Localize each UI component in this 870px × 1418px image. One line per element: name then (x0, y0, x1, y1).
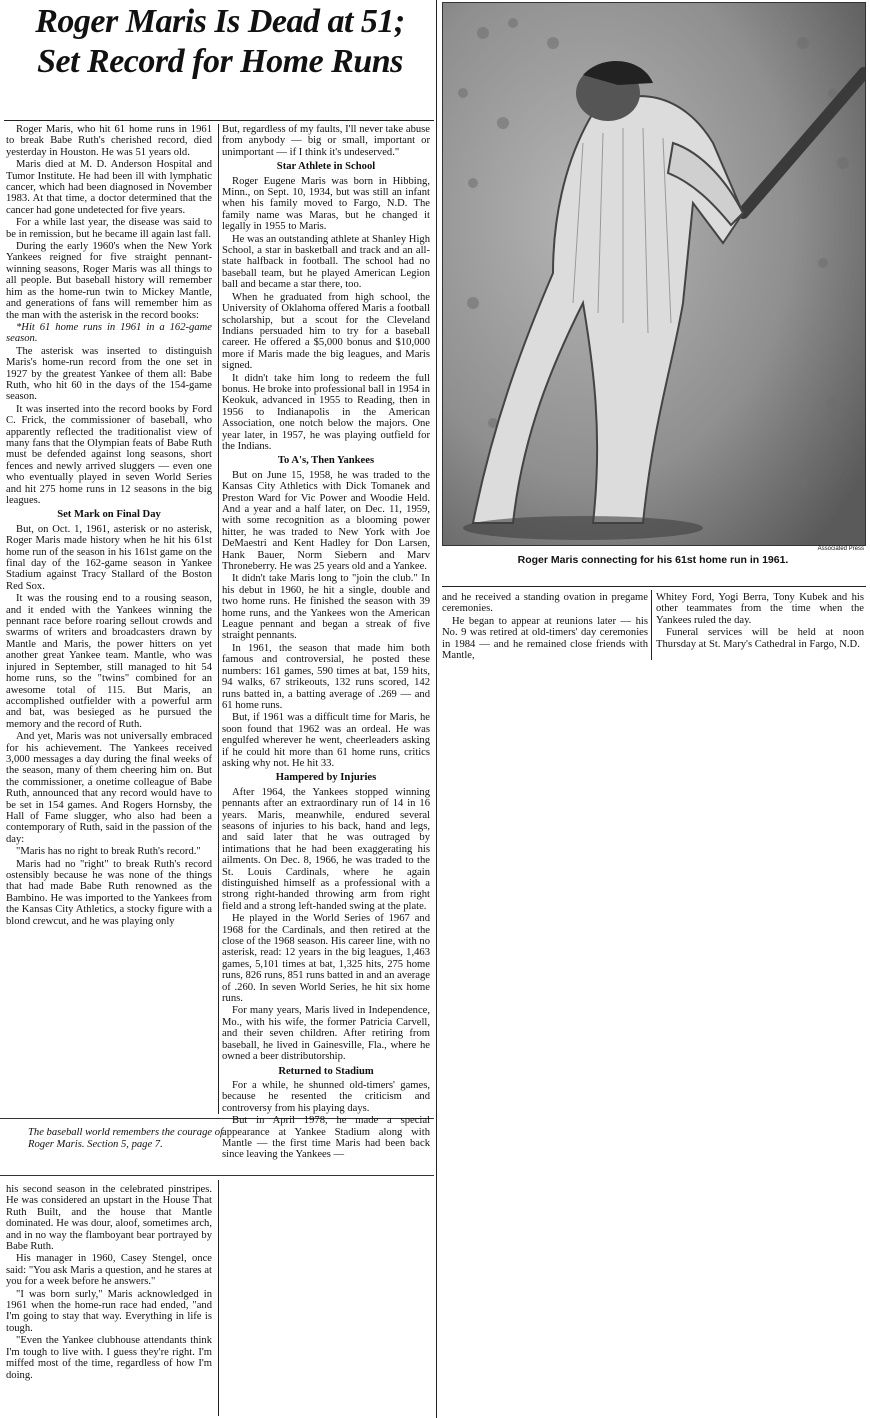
subhead: Returned to Stadium (278, 1065, 374, 1077)
paragraph: When he graduated from high school, the University of Oklahoma offered Maris a football scholarship, but a scout for the Cleveland Indians persuaded him to try for a baseball career. He offered a $5,000 bonus and $10,000 more if Maris made the big leagues, and Maris signed. (222, 291, 430, 372)
column-divider (436, 0, 437, 1418)
paragraph: For a while last year, the disease was said to be in remission, but he became ill again last fall. (6, 217, 212, 240)
paragraph: *Hit 61 home runs in 1961 in a 162-game season. (6, 321, 212, 345)
paragraph: But, if 1961 was a difficult time for Maris, he soon found that 1962 was an ordeal. He was engulfed wherever he went, cheerleaders asking if he could hit more than 61 home runs, critics asking why not. He hit 33. (222, 712, 430, 769)
paragraph: It didn't take Maris long to "join the club." In his debut in 1960, he hit a single, double and two home runs. He finished the season with 39 home runs, and the Yankees won the American League pennant and began a streak of five straight pennants. (222, 573, 430, 642)
article-column-2 (222, 124, 430, 1416)
paragraph: For many years, Maris lived in Independence, Mo., with his wife, the former Patricia Carvell, and their seven children. After retiring from baseball, he lived in Gainesville, Fla., where he owned a beer distributorship. (222, 1005, 430, 1063)
photo-credit: Associated Press (817, 546, 864, 552)
paragraph: It was inserted into the record books by Ford C. Frick, the commissioner of baseball, who apparently reflected the traditionalist view of many fans that the Olympian feats of Babe Ruth must be defended against long seasons, short fences and newly arrived sluggers — even one who eventually played in seven World Series and hit 275 home runs in 12 seasons in the big leagues. (6, 403, 212, 506)
paragraph: "Even the Yankee clubhouse attendants think I'm tough to live with. I guess they're right. I'm miffed most of the time, regardless of how I'm doing. (6, 1335, 212, 1381)
paragraph: Roger Eugene Maris was born in Hibbing, Minn., on Sept. 10, 1934, but was still an infant when his family moved to Fargo, N.D. The family name was Maras, but he changed it legally in 1955 to Maris. (222, 175, 430, 233)
column-divider (651, 590, 652, 660)
headline-rule (4, 120, 434, 121)
paragraph: But, regardless of my faults, I'll never take abuse from anybody — big or small, important or unimportant — if I think it's undeserved." (222, 124, 430, 158)
subhead: To A's, Then Yankees (277, 455, 375, 467)
headline-line-1: Roger Maris Is Dead at 51; (35, 3, 405, 40)
paragraph: He was an outstanding athlete at Shanley High School, a star in basketball and track and an all-state halfback in football. The school had no baseball team, but he played American Legion ball and became a star there, too. (222, 233, 430, 291)
caption-rule (442, 586, 866, 587)
photo-caption: Roger Maris connecting for his 61st home run in 1961. (517, 554, 789, 566)
paragraph: He played in the World Series of 1967 and 1968 for the Cardinals, and then retired at the close of the 1968 season. His career line, with no asterisk, read: 12 years in the big leagues, 1,463 games, 5,101 times at bat, 1,325 hits, 275 home runs, 826 runs, 851 runs batted in and an average of .260. In seven World Series, he hit six home runs. (222, 913, 430, 1005)
column-divider (218, 124, 219, 1114)
paragraph: his second season in the celebrated pinstripes. He was considered an upstart in the House That Ruth Built, and the house that Mantle dominated. He was dour, aloof, sometimes arch, and in no way the flamboyant bear portrayed by Babe Ruth. (6, 1184, 212, 1253)
baseball-player-photo (442, 2, 866, 546)
paragraph: He began to appear at reunions later — his No. 9 was retired at old-timers' day ceremonies in 1984 — and he remained close friends with Mantle, (442, 615, 648, 662)
paragraph: But, on Oct. 1, 1961, asterisk or no asterisk, Roger Maris made history when he hit his 61st home run of the season in his 161st game on the final day of the 162-game season in Yankee Stadium against Tracy Stallard of the Boston Red Sox. (6, 523, 212, 592)
paragraph: And yet, Maris was not universally embraced for his achievement. The Yankees received 3,000 messages a day during the final weeks of the season, many of them cheering him on. But the commissioner, a onetime colleague of Babe Ruth, announced that any record would have to be set in 154 games. And Rogers Hornsby, the Hall of Fame slugger, who also had been a contemporary of Ruth, said in the passion of the day: (6, 731, 212, 845)
article-column-3 (442, 592, 648, 672)
paragraph: For a while, he shunned old-timers' games, because he resented the criticism and controversy from his playing days. (222, 1079, 430, 1114)
paragraph: "I was born surly," Maris acknowledged in 1961 when the home-run race had ended, "and I'm going to stay that way. Everything in life is tough. (6, 1288, 212, 1334)
headline-line-2: Set Record for Home Runs (37, 43, 403, 80)
headline (6, 2, 434, 82)
paragraph: Maris died at M. D. Anderson Hospital and Tumor Institute. He had been ill with lymphatic cancer, which had been diagnosed in November 1983. At that time, a doctor determined that the cancer had gone undetected for five years. (6, 159, 212, 216)
paragraph: His manager in 1960, Casey Stengel, once said: "You ask Maris a question, and he stares at you for a week before he answers." (6, 1253, 212, 1288)
paragraph: After 1964, the Yankees stopped winning pennants after an extraordinary run of 14 in 16 years. Maris, meanwhile, endured several seasons of injuries to his back, hand and legs, and said later that he was outraged by intimations that he had been exaggerating his ailments. On Dec. 8, 1966, he was traded to the St. Louis Cardinals, where he again distinguished himself as a professional with a strong right-handed throwing arm from right field and a strong left-handed swing at the plate. (222, 786, 430, 912)
column-divider (218, 1180, 219, 1416)
paragraph: During the early 1960's when the New York Yankees reigned for five straight pennant-winning seasons, Roger Maris was all things to all people. But baseball history will remember him as the home-run twin to Mickey Mantle, and generations of fans will remember him as the man with the asterisk in the record books: (6, 241, 212, 321)
paragraph: But in April 1978, he made a special appearance at Yankee Stadium along with Mantle — the first time Maris had been back since leaving the Yankees — (222, 1115, 430, 1161)
subhead: Set Mark on Final Day (57, 509, 161, 521)
paragraph: But on June 15, 1958, he was traded to the Kansas City Athletics with Dick Tomanek and Preston Ward for Vic Power and Woodie Held. And a year and a half later, on Dec. 11, 1959, with some recognition as a blooming power hitter, he was traded to New York with Joe DeMaestri and Kent Hadley for Don Larsen, Hank Bauer, Norm Siebern and Marv Throneberry. He was 25 years old and a Yankee. (222, 469, 430, 573)
article-column-1 (6, 124, 212, 1114)
article-column-1-continued (6, 1184, 212, 1416)
paragraph: Roger Maris, who hit 61 home runs in 1961 to break Babe Ruth's cherished record, died yesterday in Houston. He was 51 years old. (6, 124, 212, 158)
paragraph: It was the rousing end to a rousing season, and it ended with the Yankees winning the pennant race before roaring sellout crowds and swarms of writers and broadcasters drawn by Mantle and Maris, the power hitters on yet another great Yankee team. Mantle, who was injured in September, still managed to hit 54 home runs, so the "twins" combined for an awesome total of 115. But Maris, an accomplished outfielder with a powerful arm and bat, was besieged as he pursued the memory and the record of Ruth. (6, 593, 212, 730)
paragraph: "Maris has no right to break Ruth's record." (16, 846, 201, 858)
paragraph: Whitey Ford, Yogi Berra, Tony Kubek and his other teammates from the time when the Yankees ruled the day. (656, 592, 864, 626)
paragraph: and he received a standing ovation in pregame ceremonies. (442, 592, 648, 615)
paragraph: Maris had no "right" to break Ruth's record ostensibly because he was none of the things that had made Babe Ruth renowned as the Bambino. He was imported to the Yankees from the Kansas City Athletics, a stocky figure with a blond crewcut, and he was playing only (6, 858, 212, 927)
subhead: Star Athlete in School (276, 161, 376, 173)
article-column-4 (656, 592, 864, 672)
paragraph: Funeral services will be held at noon Thursday at St. Mary's Cathedral in Fargo, N.D. (656, 627, 864, 650)
subhead: Hampered by Injuries (275, 772, 377, 784)
paragraph: The asterisk was inserted to distinguish Maris's home-run record from the one set in 1927 by the greatest Yankee of them all: Babe Ruth, who hit 60 in the days of the 154-game season. (6, 345, 212, 403)
paragraph: It didn't take him long to redeem the full bonus. He broke into professional ball in 1954 in Keokuk, advanced in 1955 to Reading, then in 1956 to Indianapolis in the American Association, one notch below the majors. One year later, in 1957, he was playing outfield for the Indians. (222, 372, 430, 452)
batter-swing-illustration (443, 3, 865, 545)
paragraph: In 1961, the season that made him both famous and controversial, he posted these numbers: 161 games, 590 times at bat, 159 hits, 94 walks, 67 strikeouts, 132 runs scored, 142 runs batted in, a batting average of .269 — and 61 home runs. (222, 642, 430, 711)
cross-reference-text: The baseball world remembers the courage of Roger Maris. Section 5, page 7. (28, 1127, 223, 1150)
